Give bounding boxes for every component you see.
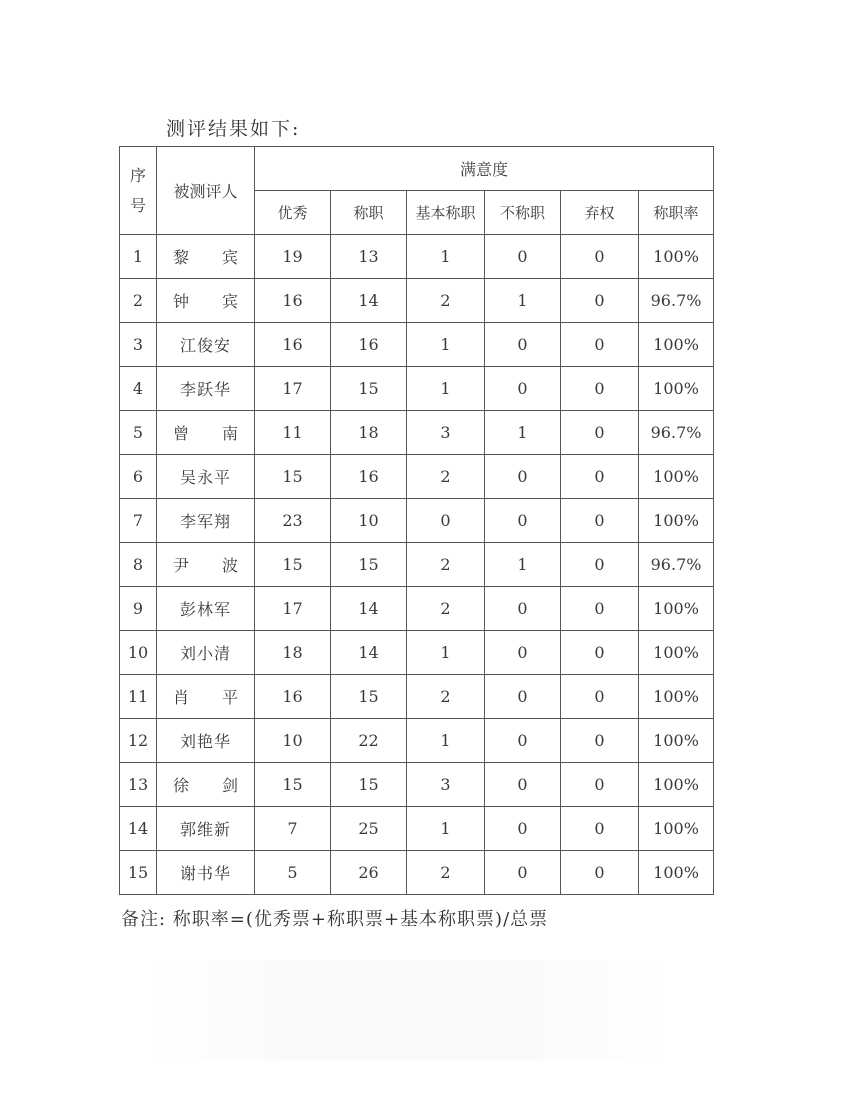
abstain-cell: 0: [561, 587, 639, 631]
excellent-cell: 15: [255, 543, 331, 587]
basic-cell: 1: [407, 631, 485, 675]
seq-cell: 10: [120, 631, 157, 675]
incompetent-cell: 0: [485, 323, 561, 367]
seq-header: [120, 147, 157, 235]
incompetent-cell: 0: [485, 455, 561, 499]
seq-cell: 14: [120, 807, 157, 851]
excellent-cell: 17: [255, 587, 331, 631]
col-header-competent: 称职: [331, 191, 407, 235]
abstain-cell: 0: [561, 675, 639, 719]
seq-cell: 9: [120, 587, 157, 631]
seq-cell: 13: [120, 763, 157, 807]
table-row: [120, 367, 714, 411]
table-row: [120, 675, 714, 719]
abstain-cell: 0: [561, 499, 639, 543]
name-cell: 郭维新: [157, 807, 255, 851]
name-cell: 刘艳华: [157, 719, 255, 763]
abstain-cell: 0: [561, 411, 639, 455]
excellent-cell: 11: [255, 411, 331, 455]
basic-cell: 1: [407, 367, 485, 411]
incompetent-cell: 0: [485, 235, 561, 279]
seq-cell: 3: [120, 323, 157, 367]
basic-cell: 2: [407, 851, 485, 895]
excellent-cell: 10: [255, 719, 331, 763]
basic-cell: 2: [407, 587, 485, 631]
competent-cell: 15: [331, 675, 407, 719]
incompetent-cell: 1: [485, 543, 561, 587]
excellent-cell: 16: [255, 675, 331, 719]
excellent-cell: 5: [255, 851, 331, 895]
competent-cell: 15: [331, 763, 407, 807]
table-row: [120, 807, 714, 851]
basic-cell: 1: [407, 323, 485, 367]
name-cell: 吴永平: [157, 455, 255, 499]
basic-cell: 0: [407, 499, 485, 543]
basic-cell: 1: [407, 235, 485, 279]
name-cell: 徐 剑: [157, 763, 255, 807]
name-cell: 谢书华: [157, 851, 255, 895]
abstain-cell: 0: [561, 455, 639, 499]
col-header-rate: 称职率: [639, 191, 714, 235]
competent-cell: 26: [331, 851, 407, 895]
abstain-cell: 0: [561, 719, 639, 763]
basic-cell: 3: [407, 411, 485, 455]
seq-cell: 15: [120, 851, 157, 895]
rate-cell: 100%: [639, 763, 714, 807]
rate-cell: 100%: [639, 851, 714, 895]
basic-cell: 2: [407, 543, 485, 587]
rate-cell: 96.7%: [639, 411, 714, 455]
table-row: [120, 587, 714, 631]
table-row: [120, 499, 714, 543]
competent-cell: 10: [331, 499, 407, 543]
incompetent-cell: 0: [485, 807, 561, 851]
abstain-cell: 0: [561, 235, 639, 279]
table-row: [120, 851, 714, 895]
excellent-cell: 18: [255, 631, 331, 675]
rate-cell: 100%: [639, 631, 714, 675]
name-cell: 江俊安: [157, 323, 255, 367]
rate-cell: 100%: [639, 499, 714, 543]
name-cell: 钟 宾: [157, 279, 255, 323]
name-header: 被测评人: [157, 147, 255, 235]
incompetent-cell: 0: [485, 851, 561, 895]
name-cell: 黎 宾: [157, 235, 255, 279]
incompetent-cell: 0: [485, 675, 561, 719]
incompetent-cell: 0: [485, 367, 561, 411]
intro-text: 测评结果如下:: [166, 118, 301, 140]
competent-cell: 14: [331, 587, 407, 631]
seq-cell: 11: [120, 675, 157, 719]
rate-cell: 100%: [639, 455, 714, 499]
excellent-cell: 7: [255, 807, 331, 851]
competent-cell: 15: [331, 367, 407, 411]
abstain-cell: 0: [561, 279, 639, 323]
competent-cell: 14: [331, 631, 407, 675]
rate-cell: 100%: [639, 323, 714, 367]
basic-cell: 2: [407, 455, 485, 499]
seq-cell: 2: [120, 279, 157, 323]
name-cell: 曾 南: [157, 411, 255, 455]
name-cell: 李跃华: [157, 367, 255, 411]
abstain-cell: 0: [561, 323, 639, 367]
incompetent-cell: 0: [485, 763, 561, 807]
results-body: [120, 235, 714, 895]
col-header-incompetent: 不称职: [485, 191, 561, 235]
name-cell: 彭林军: [157, 587, 255, 631]
rate-cell: 100%: [639, 807, 714, 851]
col-header-excellent: 优秀: [255, 191, 331, 235]
seq-header-line1: 序: [129, 165, 146, 185]
incompetent-cell: 0: [485, 587, 561, 631]
excellent-cell: 15: [255, 455, 331, 499]
seq-cell: 5: [120, 411, 157, 455]
competent-cell: 18: [331, 411, 407, 455]
rate-cell: 100%: [639, 587, 714, 631]
col-header-basic: 基本称职: [407, 191, 485, 235]
competent-cell: 22: [331, 719, 407, 763]
seq-header-line2: 号: [129, 195, 146, 215]
name-cell: 李军翔: [157, 499, 255, 543]
seq-cell: 7: [120, 499, 157, 543]
rate-cell: 100%: [639, 235, 714, 279]
basic-cell: 2: [407, 279, 485, 323]
name-cell: 尹 波: [157, 543, 255, 587]
basic-cell: 1: [407, 719, 485, 763]
competent-cell: 16: [331, 455, 407, 499]
table-row: [120, 279, 714, 323]
incompetent-cell: 1: [485, 411, 561, 455]
abstain-cell: 0: [561, 851, 639, 895]
table-row: [120, 411, 714, 455]
abstain-cell: 0: [561, 543, 639, 587]
seq-cell: 6: [120, 455, 157, 499]
rate-cell: 100%: [639, 367, 714, 411]
excellent-cell: 19: [255, 235, 331, 279]
basic-cell: 2: [407, 675, 485, 719]
seq-cell: 8: [120, 543, 157, 587]
excellent-cell: 16: [255, 279, 331, 323]
table-row: [120, 235, 714, 279]
table-row: [120, 323, 714, 367]
rate-cell: 100%: [639, 675, 714, 719]
header-row-1: [120, 147, 714, 191]
table-row: [120, 763, 714, 807]
seq-cell: 12: [120, 719, 157, 763]
incompetent-cell: 0: [485, 719, 561, 763]
col-header-abstain: 弃权: [561, 191, 639, 235]
excellent-cell: 16: [255, 323, 331, 367]
basic-cell: 3: [407, 763, 485, 807]
competent-cell: 16: [331, 323, 407, 367]
excellent-cell: 15: [255, 763, 331, 807]
incompetent-cell: 1: [485, 279, 561, 323]
table-row: [120, 543, 714, 587]
seq-cell: 4: [120, 367, 157, 411]
results-table: [119, 146, 714, 895]
abstain-cell: 0: [561, 763, 639, 807]
satisfaction-header: 满意度: [255, 147, 714, 191]
excellent-cell: 23: [255, 499, 331, 543]
rate-cell: 96.7%: [639, 543, 714, 587]
name-cell: 刘小清: [157, 631, 255, 675]
table-row: [120, 455, 714, 499]
competent-cell: 25: [331, 807, 407, 851]
name-cell: 肖 平: [157, 675, 255, 719]
rate-cell: 100%: [639, 719, 714, 763]
abstain-cell: 0: [561, 807, 639, 851]
table-row: [120, 631, 714, 675]
excellent-cell: 17: [255, 367, 331, 411]
competent-cell: 15: [331, 543, 407, 587]
faded-bleed-through: [150, 960, 670, 1060]
competent-cell: 13: [331, 235, 407, 279]
seq-cell: 1: [120, 235, 157, 279]
basic-cell: 1: [407, 807, 485, 851]
abstain-cell: 0: [561, 631, 639, 675]
table-row: [120, 719, 714, 763]
rate-cell: 96.7%: [639, 279, 714, 323]
incompetent-cell: 0: [485, 499, 561, 543]
competent-cell: 14: [331, 279, 407, 323]
incompetent-cell: 0: [485, 631, 561, 675]
abstain-cell: 0: [561, 367, 639, 411]
footnote: 备注: 称职率=(优秀票+称职票+基本称职票)/总票: [121, 909, 549, 930]
